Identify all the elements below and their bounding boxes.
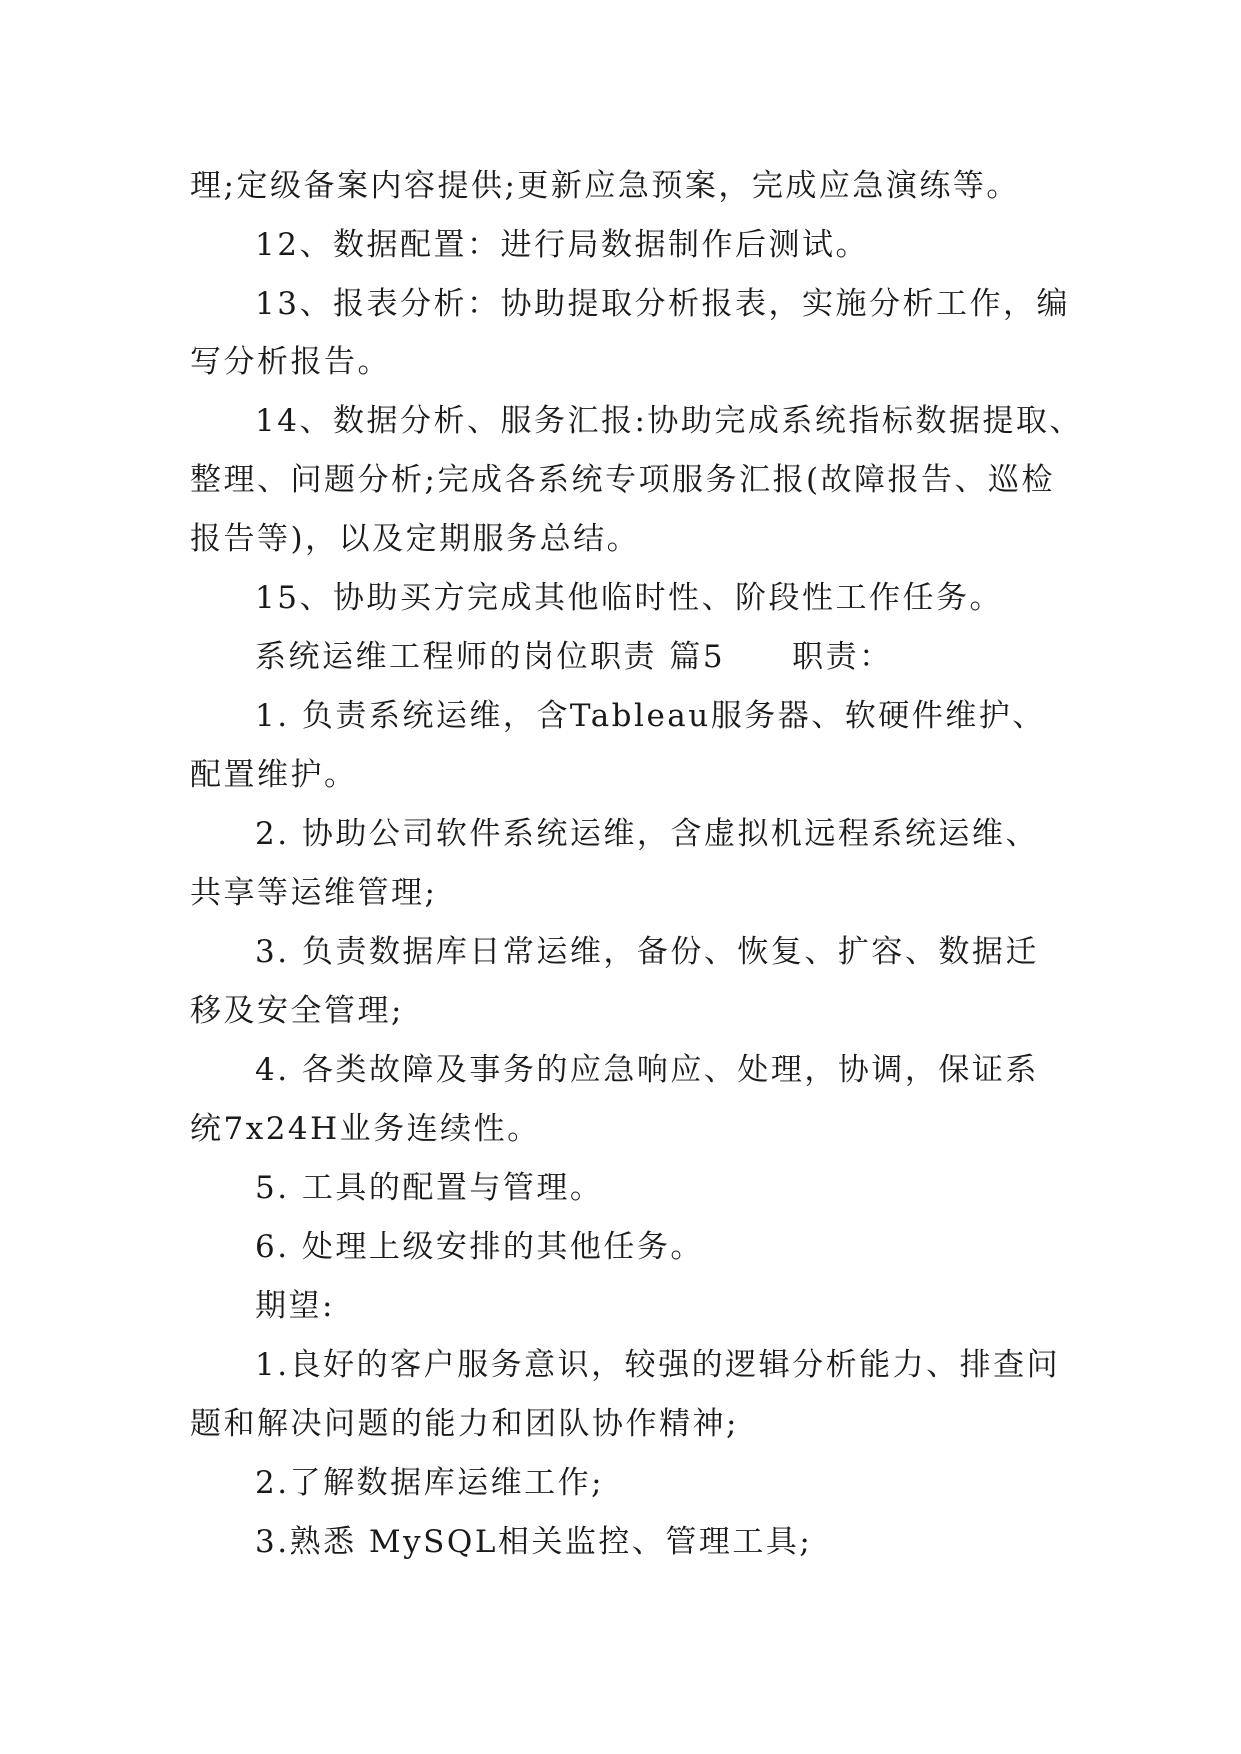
list-item-continuation: 移及安全管理; (190, 993, 404, 1029)
list-item: 3. 负责数据库日常运维，备份、恢复、扩容、数据迁 (255, 934, 1039, 970)
list-item-continuation: 题和解决问题的能力和团队协作精神; (190, 1406, 739, 1442)
paragraph-line: 写分析报告。 (190, 344, 391, 380)
list-item: 6. 处理上级安排的其他任务。 (255, 1229, 704, 1265)
list-item-continuation: 统7x24H业务连续性。 (190, 1111, 541, 1147)
paragraph-line: 14、数据分析、服务汇报:协助完成系统指标数据提取、 (255, 403, 1083, 439)
paragraph-line: 报告等)，以及定期服务总结。 (190, 521, 641, 557)
list-item: 4. 各类故障及事务的应急响应、处理，协调，保证系 (255, 1052, 1039, 1088)
list-item-continuation: 共享等运维管理; (190, 875, 438, 911)
paragraph-line: 13、报表分析：协助提取分析报表，实施分析工作，编 (255, 286, 1070, 322)
paragraph-line: 15、协助买方完成其他临时性、阶段性工作任务。 (255, 580, 1003, 616)
paragraph-line: 整理、问题分析;完成各系统专项服务汇报(故障报告、巡检 (190, 462, 1056, 498)
list-item: 5. 工具的配置与管理。 (255, 1170, 604, 1206)
list-item: 2. 协助公司软件系统运维，含虚拟机远程系统运维、 (255, 816, 1039, 852)
paragraph-line: 12、数据配置：进行局数据制作后测试。 (255, 227, 869, 263)
paragraph-line: 理;定级备案内容提供;更新应急预案，完成应急演练等。 (190, 168, 1020, 204)
subheading-expectations: 期望: (255, 1288, 335, 1324)
section-heading: 系统运维工程师的岗位职责 篇5 职责： (255, 639, 893, 675)
list-item: 1.良好的客户服务意识，较强的逻辑分析能力、排查问 (255, 1347, 1061, 1383)
list-item: 3.熟悉 MySQL相关监控、管理工具; (255, 1524, 813, 1560)
list-item: 1. 负责系统运维，含Tableau服务器、软硬件维护、 (255, 698, 1046, 734)
list-item-continuation: 配置维护。 (190, 757, 358, 793)
list-item: 2.了解数据库运维工作; (255, 1465, 605, 1501)
